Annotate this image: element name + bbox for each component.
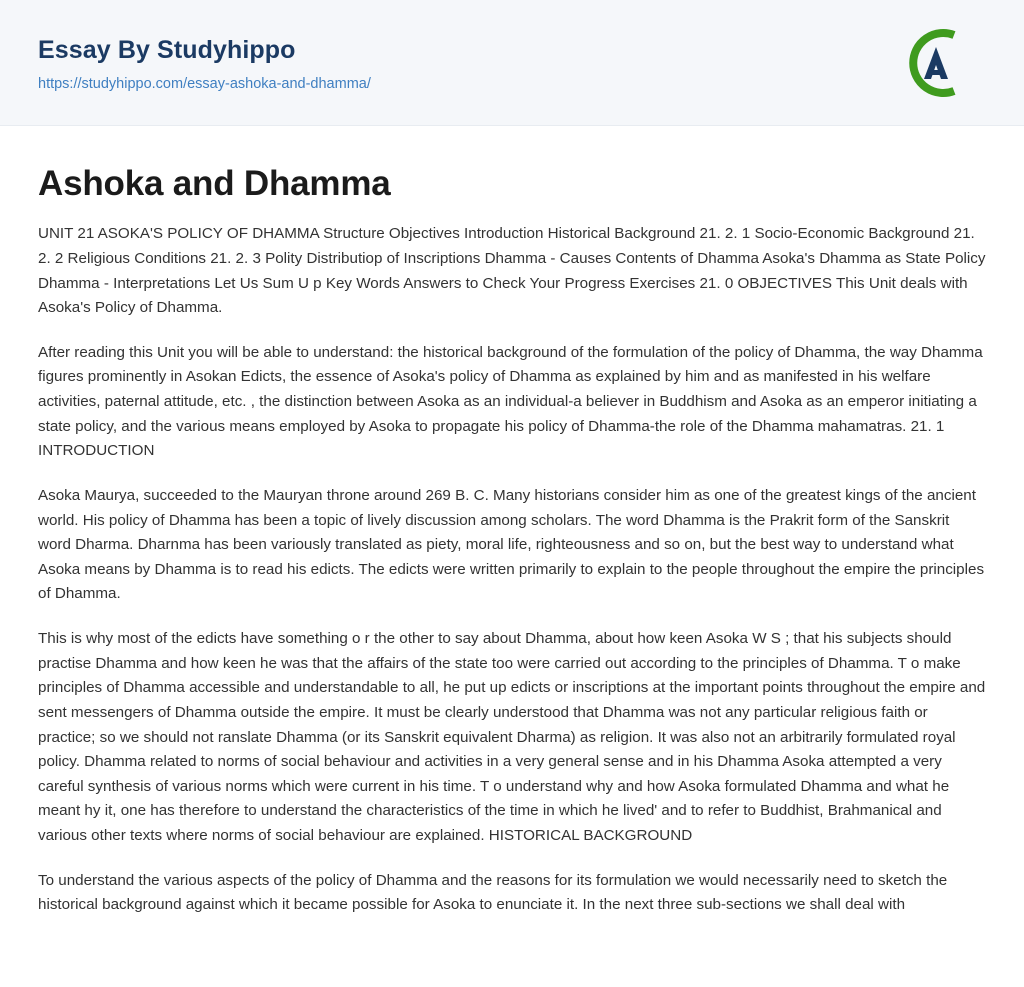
paragraph: To understand the various aspects of the policy of Dhamma and the reasons for its formulation we would necessarily need to sketch the historical background against which it became possible for Asoka to enunciate it. In the next three sub-sections we shall deal with — [38, 871, 948, 914]
studyhippo-a-logo-icon — [894, 21, 978, 105]
source-url-link[interactable]: https://studyhippo.com/essay-ashoka-and-dhamma/ — [38, 75, 371, 92]
site-header — [0, 0, 1024, 126]
document-body — [0, 126, 1024, 958]
paragraph: Asoka Maurya, succeeded to the Mauryan throne around 269 B. C. Many historians consider him as one of the greatest kings of the ancient world. His policy of Dhamma has been a topic of lively discussion among scholars. The word Dhamma is the Prakrit form of the Sanskrit word Dharma. Dharnma has been variously translated as piety, moral life, righteousness and so on, but the best way to understand what Asoka means by Dhamma is to read his edicts. The edicts were written primarily to explain to the people throughout the empire the principles of Dhamma. — [38, 486, 985, 603]
paragraph: This is why most of the edicts have something o r the other to say about Dhamma, about how keen Asoka W S ; that his subjects should practise Dhamma and how keen he was that the affairs of the state too were carried out according to the principles of Dhamma. T o make principles of Dhamma accessible and understandable to all, he put up edicts or inscriptions at the important points throughout the empire and sent messengers of Dhamma outside the empire. It must be clearly understood that Dhamma was not any particular religious faith or practice; so we should not ranslate Dhamma (or its Sanskrit equivalent Dharma) as religion. It was also not an arbitrarily formulated royal policy. Dhamma related to norms of social behaviour and activities in a very general sense and in his Dhamma Asoka attempted a very careful synthesis of various norms which were current in his time. T o understand why and how Asoka formulated Dhamma and what he meant hy it, one has therefore to understand the characteristics of the time in which he lived' and to refer to Buddhist, Brahmanical and various other texts where norms of social behaviour are explained. HISTORICAL BACKGROUND — [38, 630, 986, 844]
paragraph: After reading this Unit you will be able to understand: the historical background of the formulation of the policy of Dhamma, the way Dhamma figures prominently in Asokan Edicts, the essence of Asoka's policy of Dhamma as explained by him and as manifested in his welfare activities, paternal attitude, etc. , the distinction between Asoka as an individual-a believer in Buddhism and Asoka as an emperor initiating a state policy, and the various means employed by Asoka to propagate his policy of Dhamma-the role of the Dhamma mahamatras. 21. 1 INTRODUCTION — [38, 343, 983, 460]
brand-block — [38, 34, 371, 92]
page-title: Ashoka and Dhamma — [38, 164, 391, 203]
paragraph: UNIT 21 ASOKA'S POLICY OF DHAMMA Structure Objectives Introduction Historical Background 21. 2. 1 Socio-Economic Background 21. 2. 2 Religious Conditions 21. 2. 3 Polity Distributiop of Inscriptions Dhamma - Causes Contents of Dhamma Asoka's Dhamma as State Policy Dhamma - Interpretations Let Us Sum U p Key Words Answers to Check Your Progress Exercises 21. 0 OBJECTIVES This Unit deals with Asoka's Policy of Dhamma. — [38, 225, 986, 317]
site-brand-title: Essay By Studyhippo — [38, 35, 296, 64]
